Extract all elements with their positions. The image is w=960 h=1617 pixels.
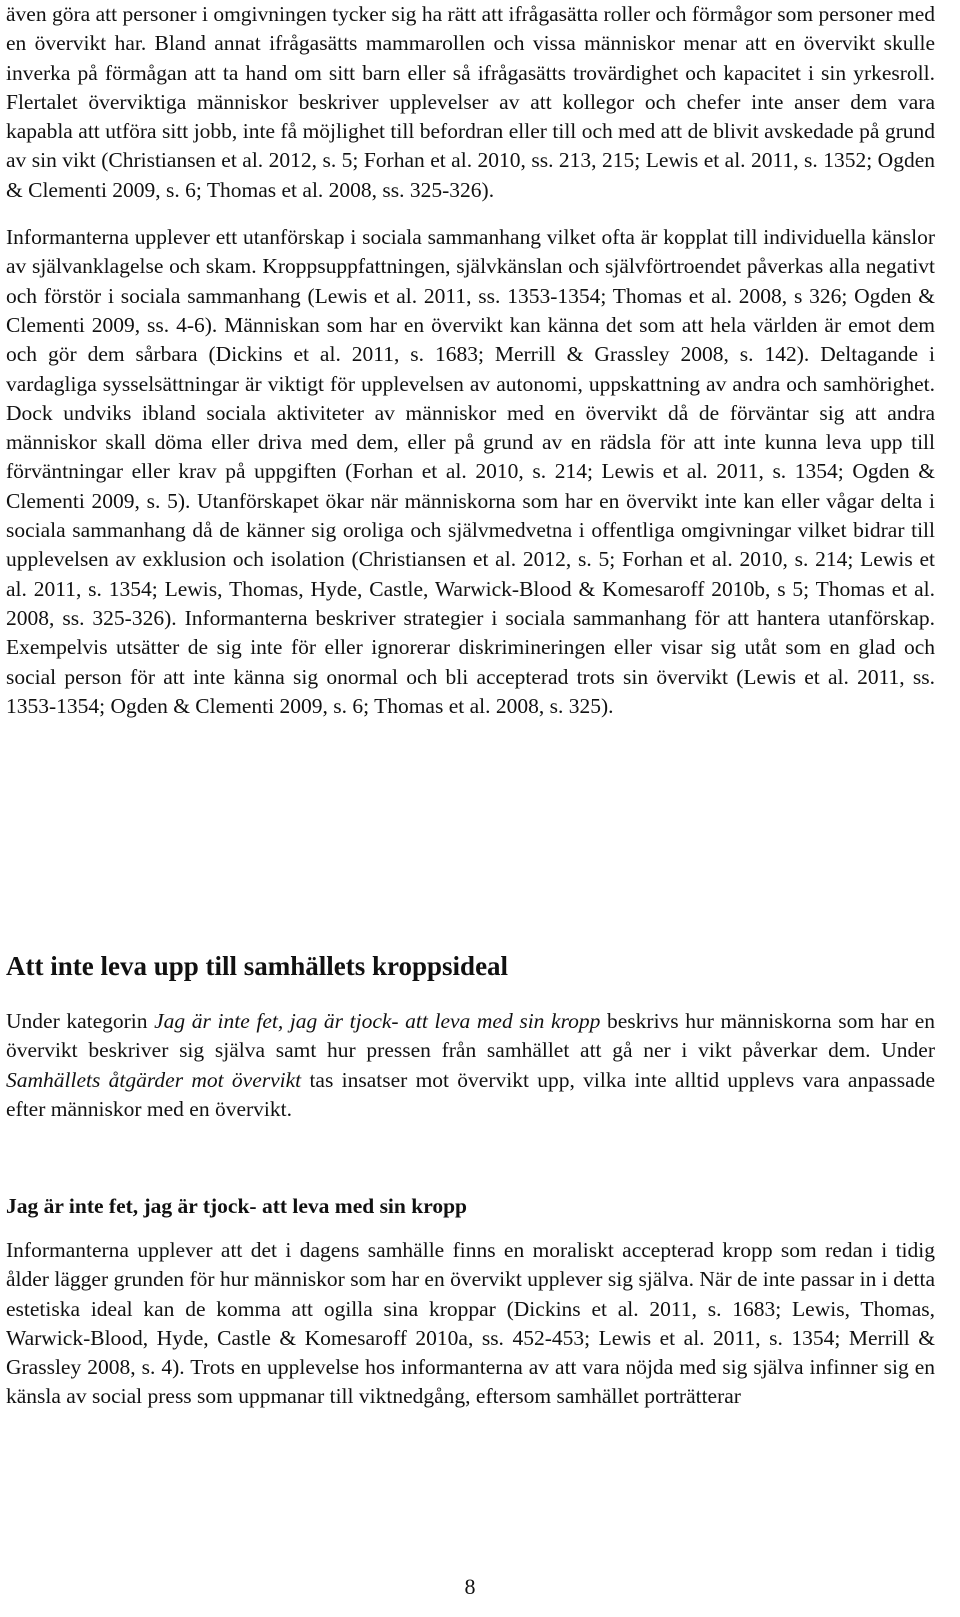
subsection-body xyxy=(6,1236,935,1412)
intro-text-1: Under kategorin xyxy=(6,1009,155,1033)
paragraph-2: Informanterna upplever ett utanförskap i sociala sammanhang vilket ofta är kopplat till individuella känslor av självanklagelse och skam. Kroppsuppfattningen, självkänslan och självförtroendet påverkas alla negativt och förstör i sociala sammanhang (Lewis et al. 2011, ss. 1353-1354; Thomas et al. 2008, s 326; Ogden & Clementi 2009, ss. 4-6). Människan som har en övervikt kan känna det som att hela världen är emot dem och gör dem sårbara (Dickins et al. 2011, s. 1683; Merrill & Grassley 2008, s. 142). Deltagande i vardagliga sysselsättningar är viktigt för upplevelsen av autonomi, uppskattning av andra och samhörighet. Dock undviks ibland sociala aktiviteter av människor med en övervikt då de förväntar sig att andra människor skall döma eller driva med dem, eller på grund av en rädsla för att inte kunna leva upp till förväntningar eller krav på uppgiften (Forhan et al. 2010, s. 214; Lewis et al. 2011, s. 1354; Ogden & Clementi 2009, s. 5). Utanförskapet ökar när människorna som har en övervikt inte kan eller vågar delta i sociala sammanhang då de känner sig oroliga och självmedvetna i offentliga omgivningar vilket bidrar till upplevelsen av exklusion och isolation (Christiansen et al. 2012, s. 5; Forhan et al. 2010, s. 214; Lewis et al. 2011, s. 1354; Lewis, Thomas, Hyde, Castle, Warwick-Blood & Komesaroff 2010b, s 5; Thomas et al. 2008, ss. 325-326). Informanterna beskriver strategier i sociala sammanhang för att hantera utanförskap. Exempelvis utsätter de sig inte för eller ignorerar diskrimineringen eller visar sig utåt som en glad och social person för att inte känna sig onormal och bli accepterad trots sin övervikt (Lewis et al. 2011, ss. 1353-1354; Ogden & Clementi 2009, s. 6; Thomas et al. 2008, s. 325). xyxy=(6,225,935,718)
body-text-top xyxy=(6,0,935,721)
page-number: 8 xyxy=(464,1574,476,1599)
intro-italic-1: Jag är inte fet, jag är tjock- att leva med sin kropp xyxy=(154,1009,601,1033)
intro-italic-2: Samhällets åtgärder mot övervikt xyxy=(6,1067,302,1092)
section-heading: Att inte leva upp till samhällets kroppsideal xyxy=(6,951,509,981)
intro-text-2: beskrivs hur människorna som har en övervikt beskriver sig själva samt hur pressen från samhället att gå ner i vikt påverkar dem. Under xyxy=(6,1009,935,1063)
paragraph-3: Informanterna upplever att det i dagens samhälle finns en moraliskt accepterad kropp som redan i tidig ålder lägger grunden för hur människor som har en övervikt upplever sig själva. När de inte passar in i detta estetiska ideal kan de komma att ogilla sina kroppar (Dickins et al. 2011, s. 1683; Lewis, Thomas, Warwick-Blood, Hyde, Castle & Komesaroff 2010a, ss. 452-453; Lewis et al. 2011, s. 1354; Merrill & Grassley 2008, s. 4). Trots en upplevelse hos informanterna av att vara nöjda med sig själva infinner sig en känsla av social press som uppmanar till viktnedgång, eftersom samhället porträtterar xyxy=(6,1238,935,1409)
section-intro xyxy=(6,1007,935,1124)
subsection-heading: Jag är inte fet, jag är tjock- att leva med sin kropp xyxy=(6,1194,468,1218)
intro-paragraph xyxy=(6,1007,935,1124)
intro-text-3: tas insatser mot övervikt upp, vilka inte alltid upplevs vara anpassade efter människor med en övervikt. xyxy=(6,1067,936,1121)
paragraph-1: även göra att personer i omgivningen tycker sig ha rätt att ifrågasätta roller och förmågor som personer med en övervikt har. Bland annat ifrågasätts mammarollen och vissa människor menar att en övervikt skulle inverka på förmågan att ta hand om sitt barn eller så ifrågasätts trovärdighet och kapacitet i sin yrkesroll. Flertalet överviktiga människor beskriver upplevelser av att kollegor och chefer inte anser dem vara kapabla att utföra sitt jobb, inte få möjlighet till befordran eller till och med att de blivit avskedade på grund av sin vikt (Christiansen et al. 2012, s. 5; Forhan et al. 2010, ss. 213, 215; Lewis et al. 2011, s. 1352; Ogden & Clementi 2009, s. 6; Thomas et al. 2008, ss. 325-326). xyxy=(6,2,935,202)
